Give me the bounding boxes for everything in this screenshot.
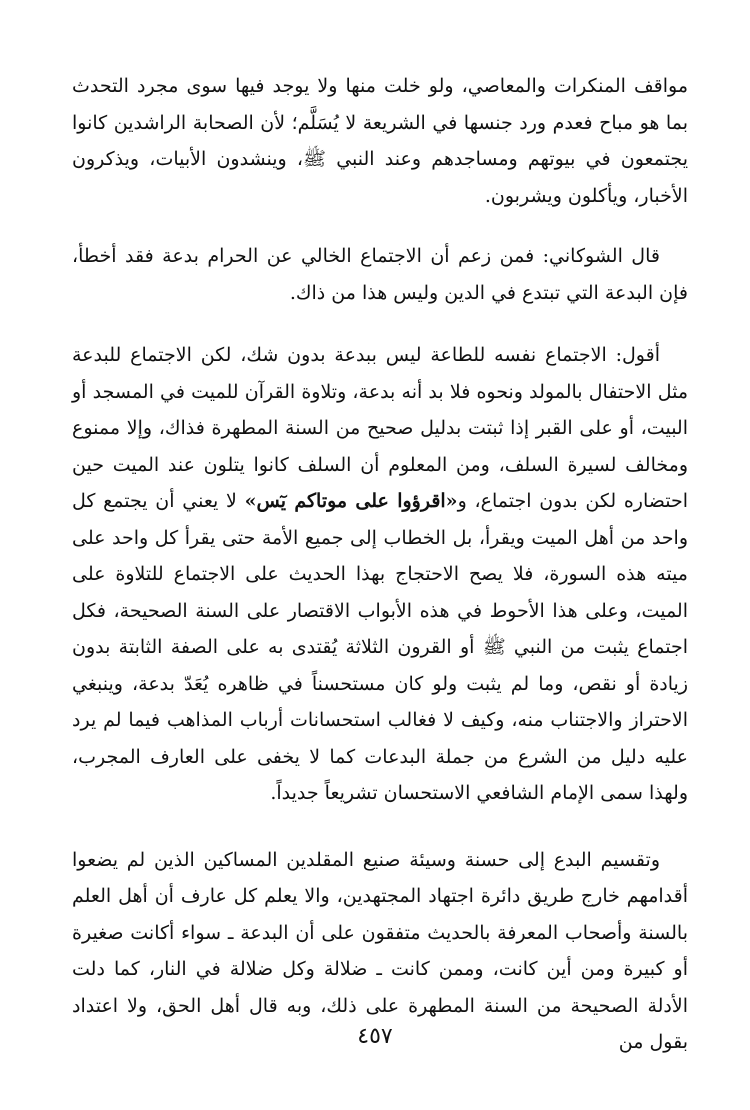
hadith-quote: «اقرؤوا على موتاكم يٓس»: [244, 490, 458, 512]
paragraph-4: وتقسيم البدع إلى حسنة وسيئة صنيع المقلدين المساكين الذين لم يضعوا أقدامهم خارج طريق دائرة اجتهاد المجتهدين، والا يعلم كل عارف أن أهل العلم بالسنة وأصحاب المعرفة بالحديث متفقون على أن البدعة ـ سواء أكانت صغيرة أو كبيرة ومن أين كانت، وممن كانت ـ ضلالة وكل ضلالة في النار، كما دلت الأدلة الصحيحة من السنة المطهرة على ذلك، وبه قال أهل الحق، ولا اعتداد بقول من: [72, 848, 688, 1053]
paragraph-1: مواقف المنكرات والمعاصي، ولو خلت منها ولا يوجد فيها سوى مجرد التحدث بما هو مباح فعدم ورد جنسها في الشريعة لا يُسَلَّم؛ لأن الصحابة الراشدين كانوا يجتمعون في بيوتهم ومساجدهم وعند النبي ﷺ، وينشدون الأبيات، ويذكرون الأخبار، ويأكلون ويشربون.: [72, 75, 688, 207]
paragraph-3-text-start: أقول: الاجتماع نفسه للطاعة ليس ببدعة بدون شك، لكن الاجتماع للبدعة مثل الاحتفال بالمولد ونحوه فلا بد أنه بدعة، وتلاوة القرآن للميت في المسجد أو البيت، أو على القبر إذا ثبتت بدليل صحيح من السنة المطهرة فذاك، وإلا ممنوع ومخالف لسيرة السلف، ومن المعلوم أن السلف كانوا يتلون عند الميت حين احتضاره لكن بدون اجتماع، و: [72, 344, 689, 512]
paragraph-2: قال الشوكاني: فمن زعم أن الاجتماع الخالي عن الحرام بدعة فقد أخطأ، فإن البدعة التي تبتدع في الدين وليس هذا من ذاك.: [72, 245, 688, 304]
paragraph-3: [72, 337, 688, 812]
page-number: ٤٥٧: [357, 1024, 393, 1049]
document-page: [72, 68, 688, 1061]
paragraph-3-text-end: لا يعني أن يجتمع كل واحد من أهل الميت ويقرأ، بل الخطاب إلى جميع الأمة حتى يقرأ كل واحد على ميته هذه السورة، فلا يصح الاحتجاج بهذا الحديث على الاجتماع للتلاوة على الميت، وعلى هذا الأحوط في هذه الأبواب الاقتصار على السنة الصحيحة، فكل اجتماع يثبت من النبي ﷺ أو القرون الثلاثة يُقتدى به على الصفة الثابتة بدون زيادة أو نقص، وما لم يثبت ولو كان مستحسناً في ظاهره يُعَدّ بدعة، وينبغي الاحتراز والاجتناب منه، وكيف لا فغالب استحسانات أرباب المذاهب فيما لم يرد عليه دليل من الشرع من جملة البدعات كما لا يخفى على العارف المجرب، ولهذا سمى الإمام الشافعي الاستحسان تشريعاً جديداً.: [72, 490, 688, 804]
